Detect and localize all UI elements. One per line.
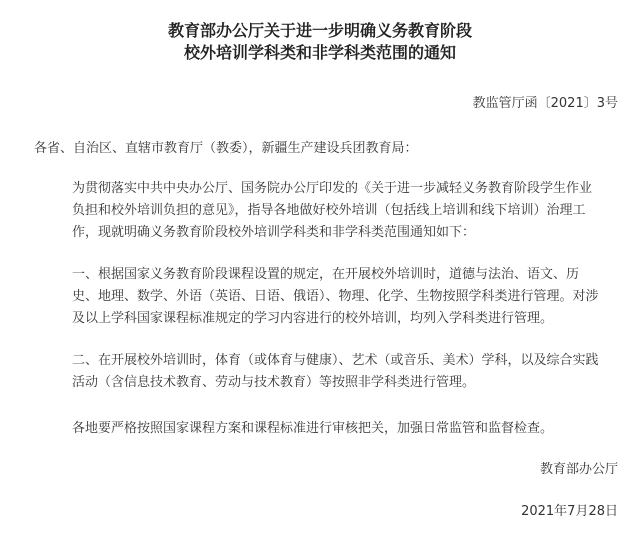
body-paragraph-3-text: 二、在开展校外培训时，体育（或体育与健康）、艺术（或音乐、美术）学科，以及综合实践活动（含信息技术教育、劳动与技术教育）等按照非学科类进行管理。 (72, 353, 599, 390)
addressee: 各省、自治区、直辖市教育厅（教委），新疆生产建设兵团教育局： (34, 141, 418, 156)
issuing-authority: 教育部办公厅 (539, 462, 618, 477)
document-title-line-1: 教育部办公厅关于进一步明确义务教育阶段 (167, 21, 472, 40)
document-number: 教监管厅函〔2021〕3号 (472, 96, 618, 111)
issue-date: 2021年7月28日 (521, 504, 618, 519)
body-paragraph-4-text: 各地要严格按照国家课程方案和课程标准进行审核把关，加强日常监管和监督检查。 (72, 421, 554, 436)
body-paragraph-2-text: 一、根据国家义务教育阶段课程设置的规定，在开展校外培训时，道德与法治、语文、历史、地理、数学、外语（英语、日语、俄语）、物理、化学、生物按照学科类进行管理。对涉及以上学科国家课程标准规定的学习内容进行的校外培训，均列入学科类进行管理。 (72, 267, 599, 326)
body-paragraph-1-text: 为贯彻落实中共中央办公厅、国务院办公厅印发的《关于进一步减轻义务教育阶段学生作业负担和校外培训负担的意见》，指导各地做好校外培训（包括线上培训和线下培训）治理工作，现就明确义务教育阶段校外培训学科类和非学科类范围通知如下： (72, 181, 593, 240)
document-title-line-2: 校外培训学科类和非学科类范围的通知 (183, 43, 456, 62)
